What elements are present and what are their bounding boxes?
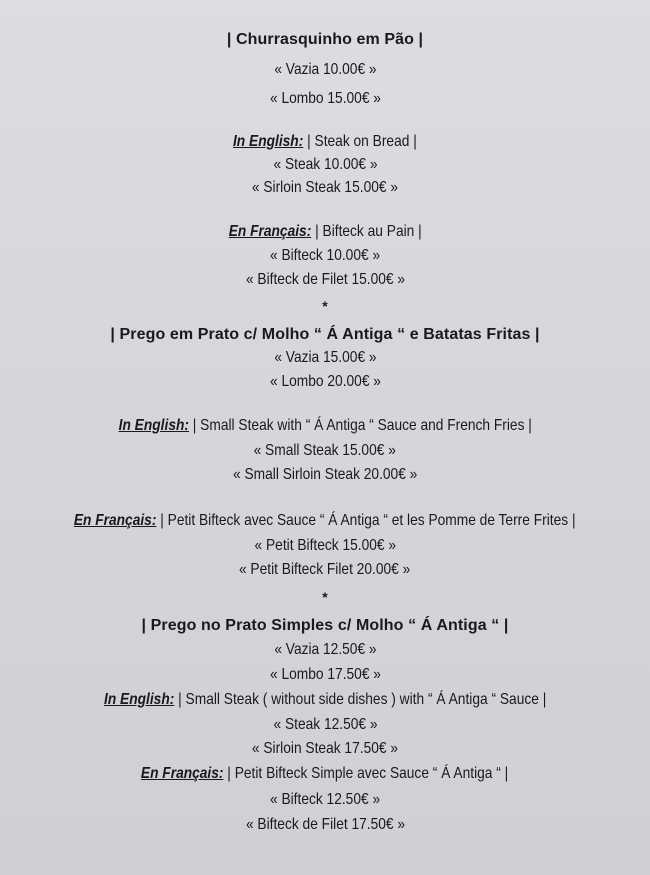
section-heading: | Prego no Prato Simples c/ Molho “ Á Antiga “ |	[141, 617, 509, 634]
price-line: « Bifteck de Filet 15.00€ »	[245, 271, 405, 288]
section-heading: | Churrasquinho em Pão |	[226, 31, 424, 48]
price-line: « Sirloin Steak 17.50€ »	[251, 740, 399, 757]
menu-item	[0, 348, 650, 368]
menu-item	[0, 739, 650, 759]
menu-item	[0, 89, 650, 109]
price-line: « Petit Bifteck 15.00€ »	[254, 537, 396, 554]
price-line: « Steak 12.50€ »	[272, 716, 378, 733]
menu-item	[0, 270, 650, 290]
price-line: « Small Sirloin Steak 20.00€ »	[232, 466, 418, 483]
section-heading: | Prego em Prato c/ Molho “ Á Antiga “ e Batatas Fritas |	[110, 326, 540, 343]
price-line: « Vazia 10.00€ »	[273, 61, 377, 78]
price-line: « Bifteck 12.50€ »	[269, 791, 381, 808]
price-line: « Sirloin Steak 15.00€ »	[251, 179, 399, 196]
english-title-line	[0, 416, 650, 436]
menu-item	[0, 715, 650, 735]
menu-item	[0, 560, 650, 580]
menu-item	[0, 178, 650, 198]
separator-star: *	[322, 589, 328, 605]
separator-star: *	[322, 298, 328, 314]
english-title: | Steak on Bread |	[303, 133, 417, 150]
french-title-line	[0, 511, 650, 531]
menu-item	[0, 640, 650, 660]
menu-item	[0, 536, 650, 556]
menu-item	[0, 790, 650, 810]
price-line: « Small Steak 15.00€ »	[253, 442, 397, 459]
menu-item	[0, 665, 650, 685]
price-line: « Bifteck 10.00€ »	[269, 247, 381, 264]
french-title-line	[0, 222, 650, 242]
french-label: En Français:	[228, 223, 312, 240]
price-line: « Vazia 15.00€ »	[273, 349, 377, 366]
menu-item	[0, 441, 650, 461]
english-label: In English:	[103, 691, 175, 708]
english-title-line	[0, 690, 650, 710]
english-label: In English:	[233, 133, 304, 150]
english-label: In English:	[118, 417, 189, 434]
french-title: | Petit Bifteck avec Sauce “ Á Antiga “ et les Pomme de Terre Frites |	[156, 512, 576, 529]
menu-item	[0, 246, 650, 266]
price-line: « Bifteck de Filet 17.50€ »	[245, 816, 405, 833]
french-label: En Français:	[141, 765, 224, 782]
english-title: | Small Steak ( without side dishes ) with “ Á Antiga “ Sauce |	[174, 691, 547, 708]
french-title: | Bifteck au Pain |	[311, 223, 422, 240]
french-title-line	[0, 764, 650, 784]
menu-item	[0, 155, 650, 175]
menu-item	[0, 60, 650, 80]
price-line: « Vazia 12.50€ »	[273, 641, 377, 658]
menu-item	[0, 465, 650, 485]
menu-item	[0, 372, 650, 392]
price-line: « Petit Bifteck Filet 20.00€ »	[239, 561, 411, 578]
price-line: « Steak 10.00€ »	[272, 156, 378, 173]
french-title: | Petit Bifteck Simple avec Sauce “ Á Antiga “ |	[223, 765, 509, 782]
price-line: « Lombo 20.00€ »	[269, 373, 381, 390]
english-title-line	[0, 132, 650, 152]
french-label: En Français:	[74, 512, 157, 529]
price-line: « Lombo 15.00€ »	[269, 90, 381, 107]
english-title: | Small Steak with “ Á Antiga “ Sauce and French Fries |	[188, 417, 532, 434]
menu-item	[0, 815, 650, 835]
price-line: « Lombo 17.50€ »	[269, 666, 381, 683]
